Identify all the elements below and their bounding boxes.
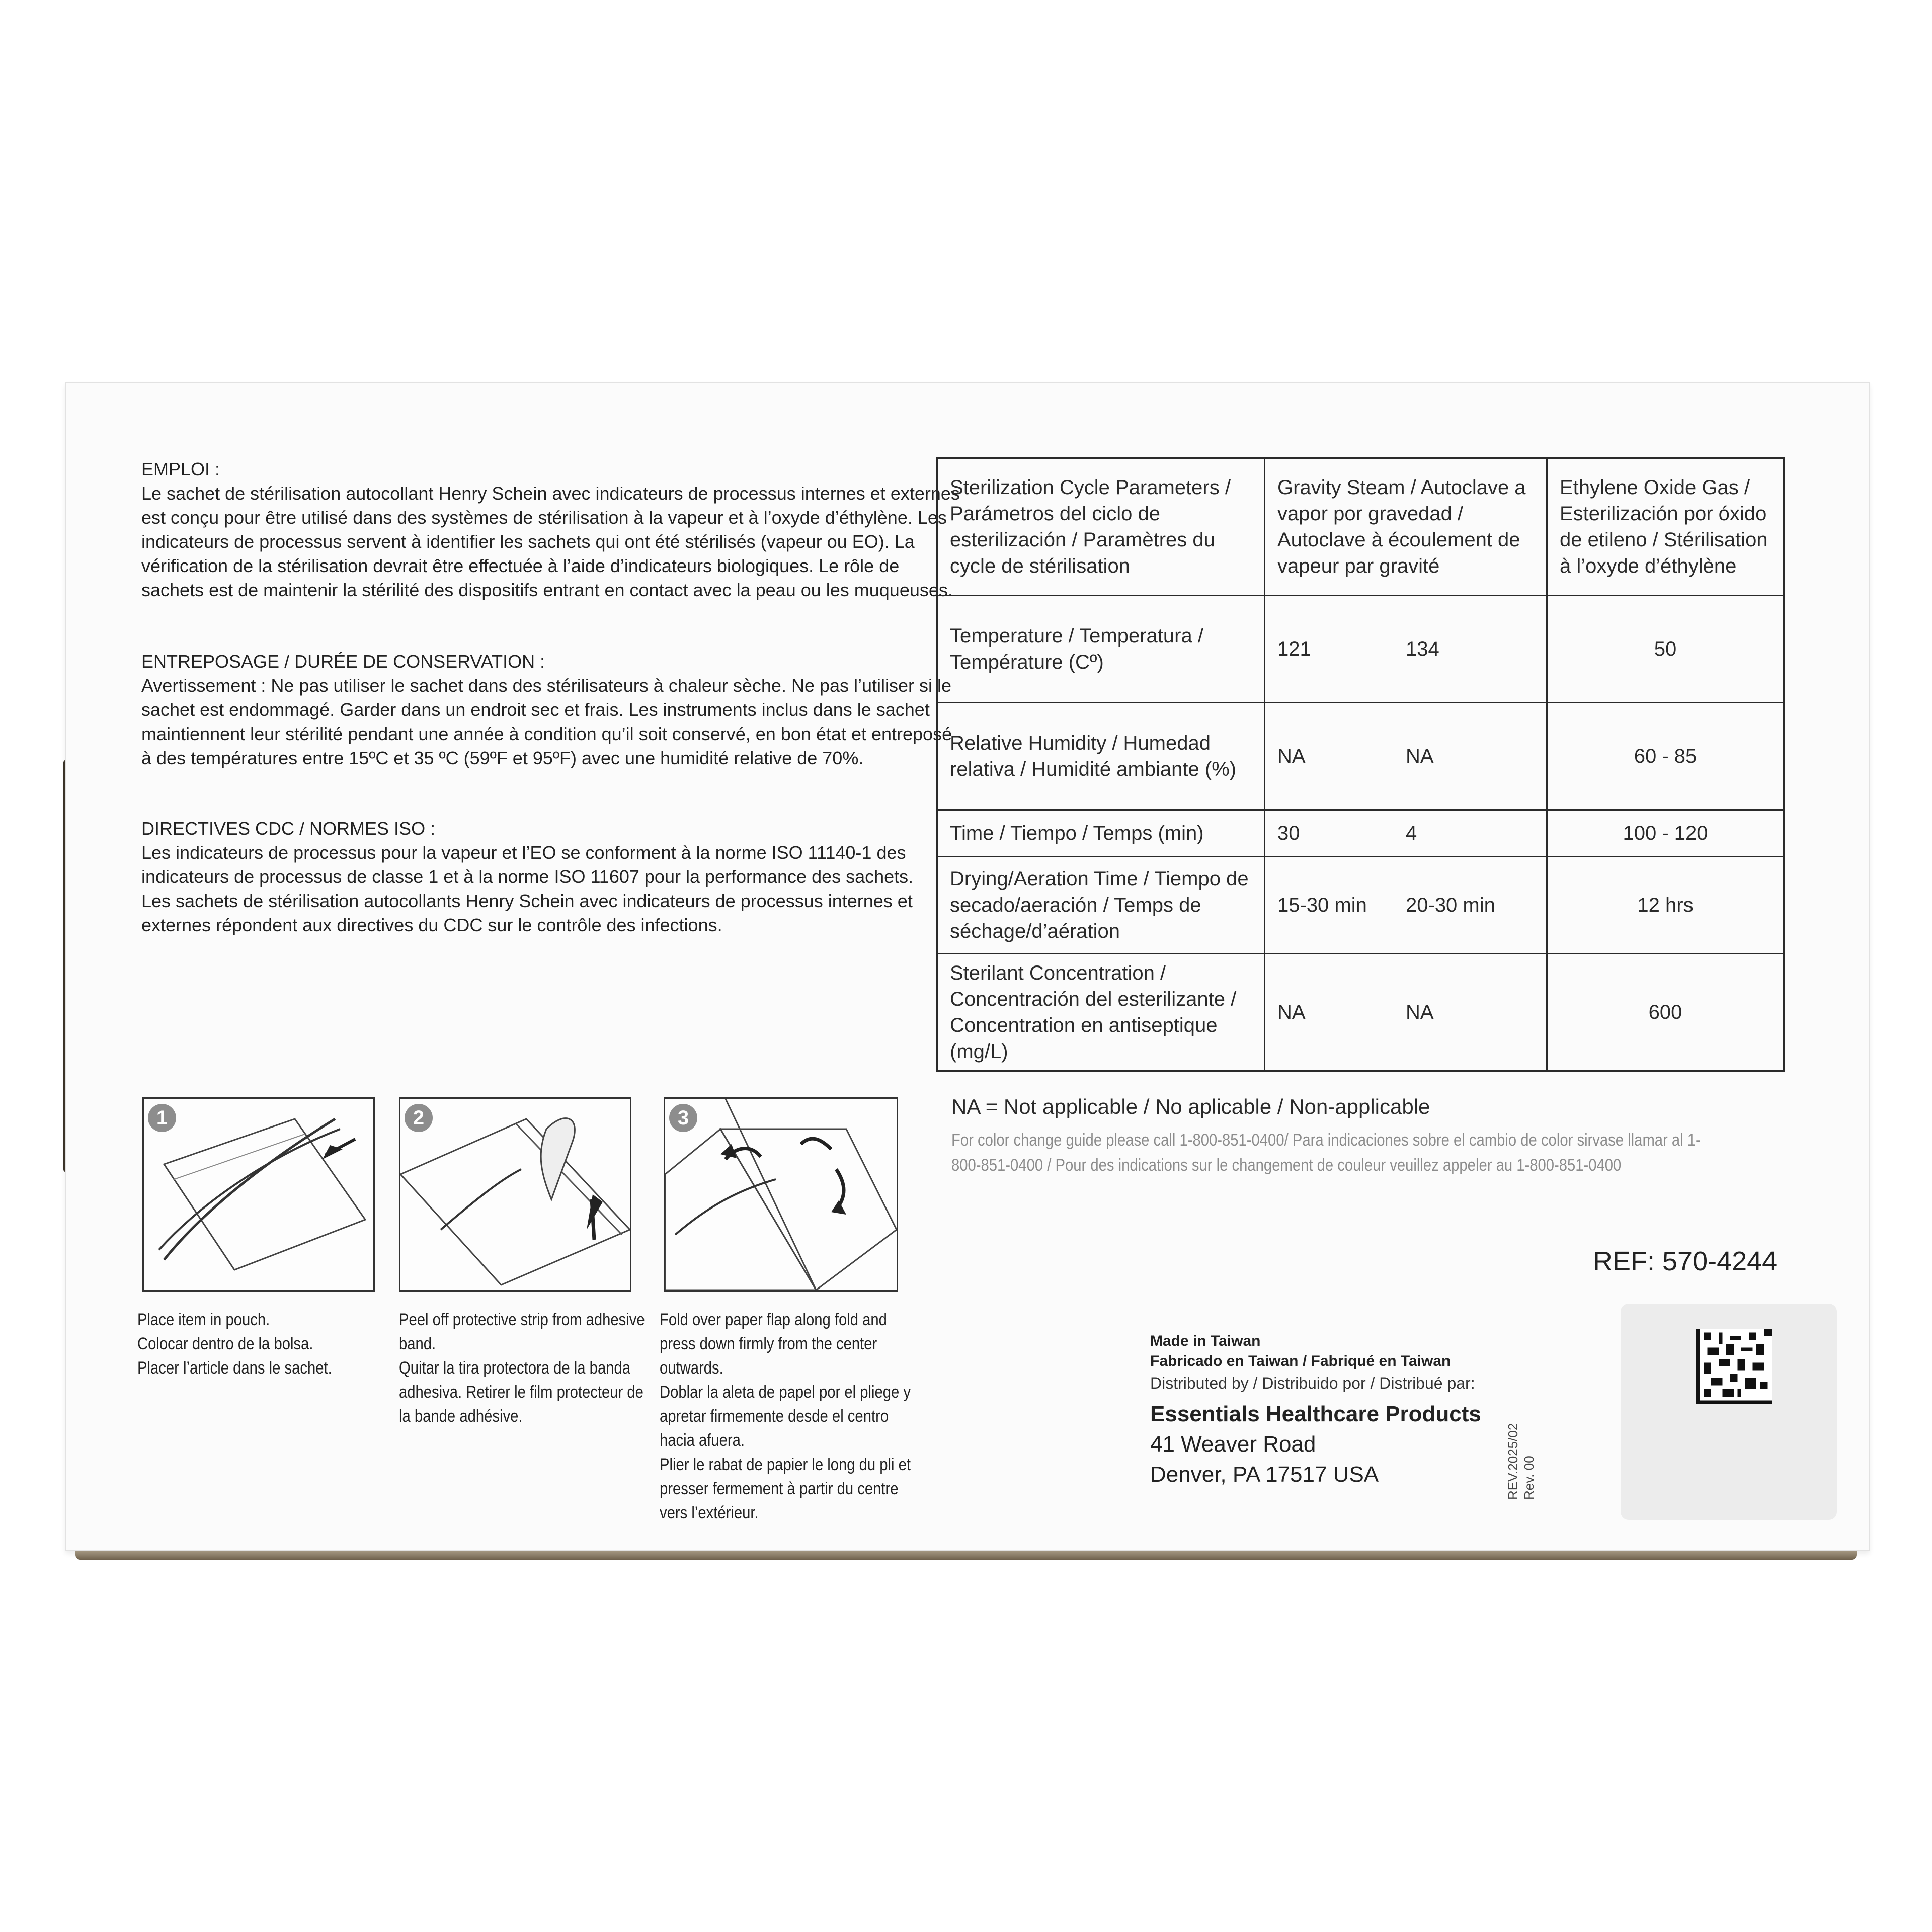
value-cell: 121 bbox=[1277, 638, 1311, 660]
step-number-badge: 1 bbox=[148, 1104, 176, 1132]
step-number-badge: 3 bbox=[669, 1104, 697, 1132]
steam-values bbox=[1265, 954, 1547, 1071]
value-cell: 20-30 min bbox=[1406, 894, 1495, 916]
caption-line: Placer l’article dans le sachet. bbox=[137, 1358, 332, 1378]
peel-strip-icon bbox=[400, 1099, 630, 1290]
revision-line: Rev. 00 bbox=[1521, 1456, 1537, 1500]
caption-line: Quitar la tira protectora de la banda adhesiva. Retirer le film protecteur de la bande adhésive. bbox=[399, 1358, 643, 1426]
step-2-caption bbox=[399, 1308, 659, 1428]
caption-line: Place item in pouch. bbox=[137, 1310, 270, 1329]
value-cell: 134 bbox=[1406, 638, 1439, 660]
table-row bbox=[937, 810, 1784, 857]
directives-heading: DIRECTIVES CDC / NORMES ISO : bbox=[141, 818, 436, 839]
caption-line: Plier le rabat de papier le long du pli et presser fermement à partir du centre vers l’extérieur. bbox=[660, 1455, 911, 1522]
value-cell: 50 bbox=[1547, 596, 1784, 703]
distributor-address bbox=[1150, 1399, 1481, 1490]
revision-code bbox=[1505, 1423, 1537, 1500]
row-label: Time / Tiempo / Temps (min) bbox=[937, 810, 1265, 857]
row-label: Relative Humidity / Humedad relativa / Humidité ambiante (%) bbox=[937, 703, 1265, 810]
caption-line: Colocar dentro de la bolsa. bbox=[137, 1334, 313, 1353]
value-cell: NA bbox=[1277, 745, 1306, 767]
storage-section bbox=[141, 650, 967, 770]
storage-heading: ENTREPOSAGE / DURÉE DE CONSERVATION : bbox=[141, 651, 545, 672]
row-label: Drying/Aeration Time / Tiempo de secado/aeración / Temps de séchage/d’aération bbox=[937, 857, 1265, 954]
na-note: NA = Not applicable / No aplicable / Non-applicable bbox=[951, 1095, 1430, 1118]
value-cell: 12 hrs bbox=[1547, 857, 1784, 954]
address-line: 41 Weaver Road bbox=[1150, 1432, 1316, 1457]
caption-line: Doblar la aleta de papel por el pliege y apretar firmemente desde el centro hacia afuera. bbox=[660, 1383, 911, 1450]
table-row bbox=[937, 596, 1784, 703]
step-3-caption bbox=[660, 1308, 919, 1525]
revision-line: REV.2025/02 bbox=[1505, 1423, 1520, 1500]
step-1-caption bbox=[137, 1308, 362, 1380]
table-row bbox=[937, 703, 1784, 810]
step-2-illustration bbox=[399, 1097, 631, 1292]
steam-values bbox=[1265, 810, 1547, 857]
value-cell: NA bbox=[1406, 1001, 1434, 1023]
datamatrix-code-icon bbox=[1696, 1329, 1772, 1404]
storage-body: Avertissement : Ne pas utiliser le sachet dans des stérilisateurs à chaleur sèche. Ne pas l’utiliser si le sachet est endommagé. Garder dans un endroit sec et frais. Les instruments inclus dans le sachet maintiennent leur stérilité pendant une année à condition qu’il soit conservé, en bon état et entreposé à des températures entre 15ºC et 35 ºC (59ºF et 95ºF) avec une humidité relative de 70%. bbox=[141, 675, 952, 768]
reference-number: REF: 570-4244 bbox=[1593, 1246, 1778, 1276]
color-change-note: For color change guide please call 1-800-851-0400/ Para indicaciones sobre el cambio de color sirvase llamar al 1-800-851-0400 / Pour des indications sur le changement de couleur veuillez appeler au 1-800-851-0400 bbox=[951, 1131, 1701, 1175]
step-1-illustration bbox=[142, 1097, 375, 1292]
sterilization-parameters-table bbox=[936, 457, 1785, 1072]
made-in bbox=[1150, 1331, 1451, 1372]
value-cell: 600 bbox=[1547, 954, 1784, 1071]
header-cell: Sterilization Cycle Parameters / Parámetros del ciclo de esterilización / Paramètres du cycle de stérilisation bbox=[937, 458, 1265, 596]
table-header-row bbox=[937, 458, 1784, 596]
box-back-panel bbox=[65, 382, 1870, 1551]
fold-flap-icon bbox=[665, 1099, 897, 1290]
value-cell: 30 bbox=[1277, 822, 1300, 844]
table-row bbox=[937, 857, 1784, 954]
table-row bbox=[937, 954, 1784, 1071]
usage-section bbox=[141, 457, 967, 602]
steam-values bbox=[1265, 596, 1547, 703]
steam-values bbox=[1265, 703, 1547, 810]
value-cell: 15-30 min bbox=[1277, 894, 1367, 916]
distributed-by-label: Distributed by / Distribuido por / Distribué par: bbox=[1150, 1374, 1475, 1392]
made-in-line: Fabricado en Taiwan / Fabriqué en Taiwan bbox=[1150, 1353, 1451, 1370]
pouch-instrument-icon bbox=[144, 1099, 373, 1290]
value-cell: 100 - 120 bbox=[1547, 810, 1784, 857]
step-3-illustration bbox=[664, 1097, 898, 1292]
value-cell: 4 bbox=[1406, 822, 1417, 844]
made-in-line: Made in Taiwan bbox=[1150, 1333, 1261, 1349]
step-number-badge: 2 bbox=[405, 1104, 433, 1132]
company-name: Essentials Healthcare Products bbox=[1150, 1402, 1481, 1426]
row-label: Temperature / Temperatura / Température (Cº) bbox=[937, 596, 1265, 703]
directives-body-2: Les sachets de stérilisation autocollants Henry Schein avec indicateurs de processus internes et externes répondent aux directives du CDC sur le contrôle des infections. bbox=[141, 891, 913, 935]
caption-line: Peel off protective strip from adhesive band. bbox=[399, 1310, 645, 1353]
header-cell: Gravity Steam / Autoclave a vapor por gravedad / Autoclave à écoulement de vapeur par gravité bbox=[1265, 458, 1547, 596]
value-cell: 60 - 85 bbox=[1547, 703, 1784, 810]
usage-body: Le sachet de stérilisation autocollant Henry Schein avec indicateurs de processus internes et externes est conçu pour être utilisé dans des systèmes de stérilisation à la vapeur et à l’oxyde d’éthylène. Les indicateurs de processus servent à identifier les sachets qui ont été stérilisés (vapeur ou EO). La vérification de la stérilisation devrait être effectuée à l’aide d’indicateurs biologiques. Le rôle de sachets est de maintenir la stérilité des dispositifs entrant en contact avec la peau ou les muqueuses. bbox=[141, 483, 960, 600]
directives-section bbox=[141, 817, 967, 937]
caption-line: Fold over paper flap along fold and press down firmly from the center outwards. bbox=[660, 1310, 887, 1378]
header-cell: Ethylene Oxide Gas / Esterilización por óxido de etileno / Stérilisation à l’oxyde d’éthylène bbox=[1547, 458, 1784, 596]
value-cell: NA bbox=[1277, 1001, 1306, 1023]
value-cell: NA bbox=[1406, 745, 1434, 767]
steam-values bbox=[1265, 857, 1547, 954]
address-line: Denver, PA 17517 USA bbox=[1150, 1462, 1379, 1487]
usage-heading: EMPLOI : bbox=[141, 459, 220, 479]
row-label: Sterilant Concentration / Concentración del esterilizante / Concentration en antiseptique (mg/L) bbox=[937, 954, 1265, 1071]
directives-body-1: Les indicateurs de processus pour la vapeur et l’EO se conforment à la norme ISO 11140-1 des indicateurs de processus de classe 1 et à la norme ISO 11607 pour la performance des sachets. bbox=[141, 842, 914, 887]
